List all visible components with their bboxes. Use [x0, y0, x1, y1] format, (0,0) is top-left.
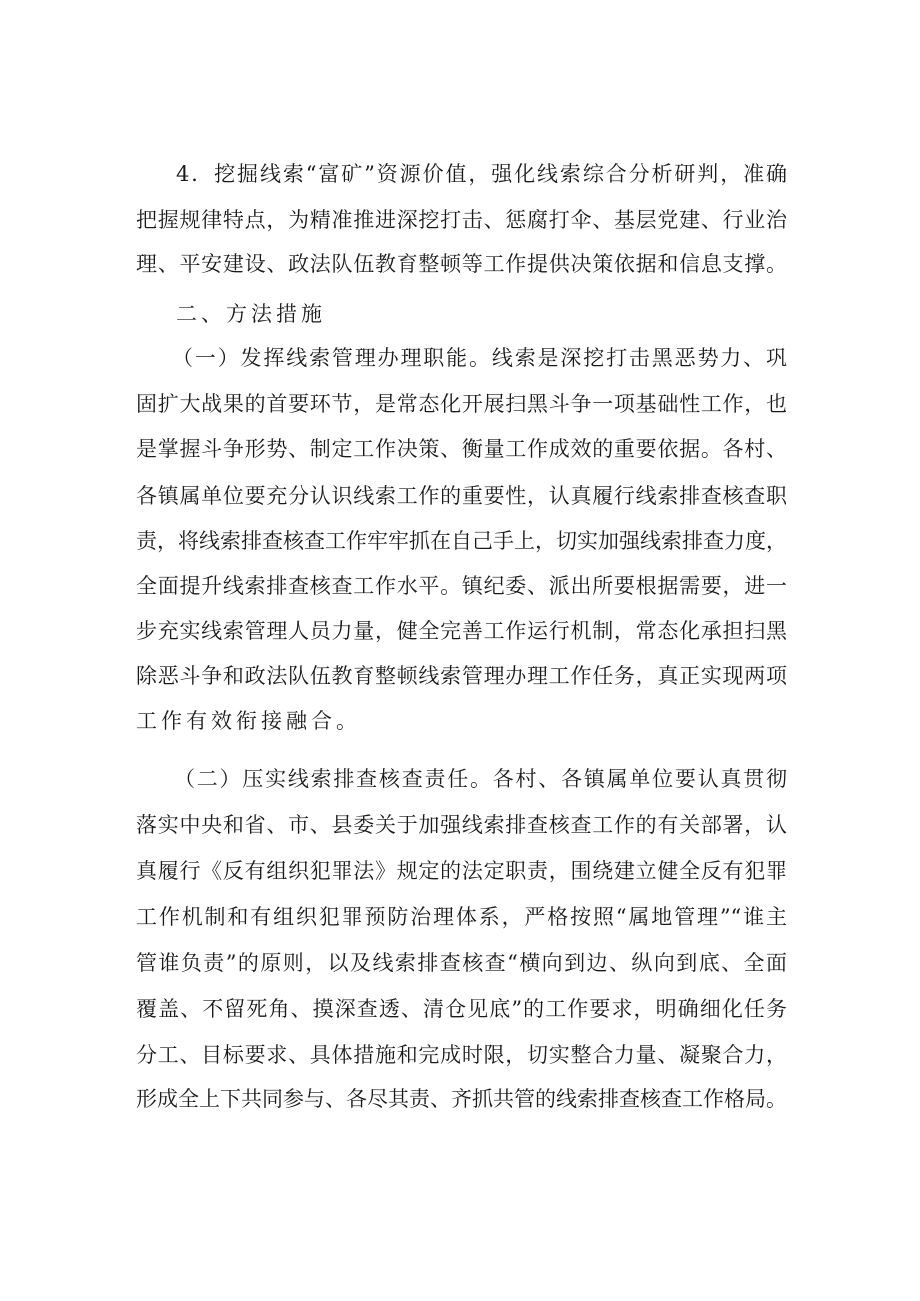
paragraph-line: 4．挖掘线索“富矿”资源价值，强化线索综合分析研判，准确 [176, 162, 787, 186]
paragraph-line: 覆盖、不留死角、摸深查透、清仓见底”的工作要求，明确细化任务 [136, 997, 787, 1021]
section-heading: 二、方法措施 [176, 302, 326, 326]
paragraph-line: （一）发挥线索管理办理职能。线索是深挖打击黑恶势力、巩 [172, 346, 787, 370]
paragraph-line: 管谁负责”的原则，以及线索排查核查“横向到边、纵向到底、全面 [136, 951, 787, 975]
paragraph-line: （二）压实线索排查核查责任。各村、各镇属单位要认真贯彻 [174, 767, 787, 791]
paragraph-line: 真履行《反有组织犯罪法》规定的法定职责，围绕建立健全反有犯罪 [136, 859, 787, 883]
paragraph-line: 固扩大战果的首要环节，是常态化开展扫黑斗争一项基础性工作，也 [136, 392, 787, 416]
paragraph-line: 工作机制和有组织犯罪预防治理体系，严格按照“属地管理”“谁主 [136, 905, 787, 929]
paragraph-line: 责，将线索排查核查工作牢牢抓在自己手上，切实加强线索排查力度， [136, 529, 787, 553]
paragraph-line: 形成全上下共同参与、各尽其责、齐抓共管的线索排查核查工作格局。 [136, 1087, 787, 1111]
paragraph-line: 把握规律特点，为精准推进深挖打击、惩腐打伞、基层党建、行业治 [136, 208, 787, 232]
paragraph-line: 落实中央和省、市、县委关于加强线索排查核查工作的有关部署，认 [136, 813, 787, 837]
paragraph-line: 是掌握斗争形势、制定工作决策、衡量工作成效的重要依据。各村、 [136, 437, 787, 461]
paragraph-line: 全面提升线索排查核查工作水平。镇纪委、派出所要根据需要，进一 [136, 574, 787, 598]
paragraph-line: 除恶斗争和政法队伍教育整顿线索管理办理工作任务，真正实现两项 [136, 664, 787, 688]
paragraph-line: 工作有效衔接融合。 [136, 709, 361, 733]
paragraph-line: 分工、目标要求、具体措施和完成时限，切实整合力量、凝聚合力， [136, 1043, 787, 1067]
paragraph-line: 步充实线索管理人员力量，健全完善工作运行机制，常态化承担扫黑 [136, 619, 787, 643]
paragraph-line: 理、平安建设、政法队伍教育整顿等工作提供决策依据和信息支撑。 [136, 252, 787, 276]
paragraph-line: 各镇属单位要充分认识线索工作的重要性，认真履行线索排查核查职 [136, 484, 787, 508]
